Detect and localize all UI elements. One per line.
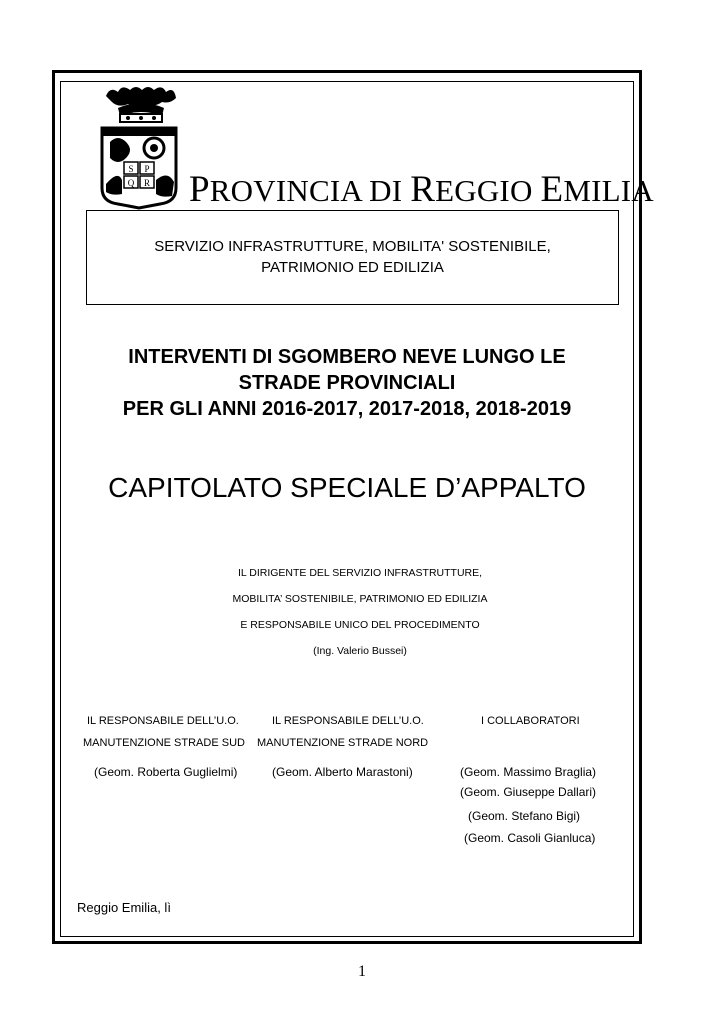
col1-heading-line-1: IL RESPONSABILE DELL’U.O. [87,715,239,727]
director-title-line-2: MOBILITA’ SOSTENIBILE, PATRIMONIO ED EDILIZIA [232,593,488,605]
logo-letter-s: S [128,164,134,174]
col3-name-4: (Geom. Casoli Gianluca) [464,831,596,845]
service-name-line-1: SERVIZIO INFRASTRUTTURE, MOBILITA' SOSTENIBILE, [154,238,551,255]
province-coat-of-arms-logo [96,84,182,210]
document-title-line-2: STRADE PROVINCIALI [238,372,456,394]
col3-heading: I COLLABORATORI [481,715,580,727]
col3-name-3: (Geom. Stefano Bigi) [468,809,581,823]
director-title-line-3: E RESPONSABILE UNICO DEL PROCEDIMENTO [240,619,480,631]
logo-letter-r: R [143,178,151,188]
document-subtitle: CAPITOLATO SPECIALE D’APPALTO [108,472,586,503]
col3-name-2: (Geom. Giuseppe Dallari) [460,785,597,799]
place-date-line: Reggio Emilia, lì [77,900,171,915]
col2-name-1: (Geom. Alberto Marastoni) [272,765,413,779]
service-box [86,210,619,305]
col2-heading-line-1: IL RESPONSABILE DELL’U.O. [272,715,424,727]
page-number: 1 [358,963,366,980]
col1-name-1: (Geom. Roberta Guglielmi) [94,765,238,779]
col1-heading-line-2: MANUTENZIONE STRADE SUD [83,737,245,749]
logo-letter-q: Q [127,178,135,188]
col2-heading-line-2: MANUTENZIONE STRADE NORD [257,737,429,749]
director-title-line-1: IL DIRIGENTE DEL SERVIZIO INFRASTRUTTURE, [237,567,483,579]
document-title-line-1: INTERVENTI DI SGOMBERO NEVE LUNGO LE [128,346,566,368]
organization-name: PROVINCIA DI REGGIO EMILIA [189,169,654,210]
col3-name-1: (Geom. Massimo Braglia) [460,765,597,779]
service-name-line-2: PATRIMONIO ED EDILIZIA [261,259,444,276]
logo-letter-p: P [144,164,150,174]
director-name: (Ing. Valerio Bussei) [313,645,407,657]
document-title-line-3: PER GLI ANNI 2016-2017, 2017-2018, 2018-2019 [122,398,572,420]
